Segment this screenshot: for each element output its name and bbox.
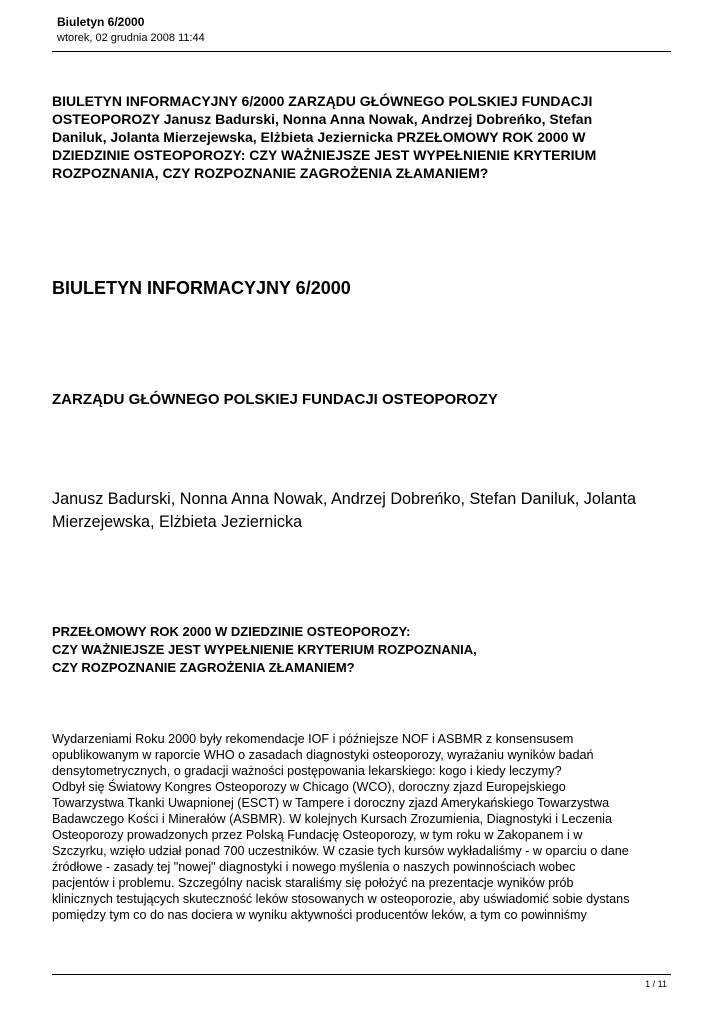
document-header-date: wtorek, 02 grudnia 2008 11:44 <box>57 32 205 44</box>
document-header-title: Biuletyn 6/2000 <box>57 15 145 29</box>
page-subtitle: ZARZĄDU GŁÓWNEGO POLSKIEJ FUNDACJI OSTEOPOROZY <box>52 391 498 408</box>
authors-list: Janusz Badurski, Nonna Anna Nowak, Andrzej Dobreńko, Stefan Daniluk, Jolanta Mierzejewska, Elżbieta Jeziernicka <box>52 490 636 531</box>
footer-divider <box>52 974 671 975</box>
page-title: BIULETYN INFORMACYJNY 6/2000 <box>52 278 351 298</box>
headline-block: BIULETYN INFORMACYJNY 6/2000 ZARZĄDU GŁÓWNEGO POLSKIEJ FUNDACJI OSTEOPOROZY Janusz Badurski, Nonna Anna Nowak, Andrzej Dobreńko, Stefan Daniluk, Jolanta Mierzejewska, Elżbieta Jeziernicka PRZEŁOMOWY ROK 2000 W DZIEDZINIE OSTEOPOROZY: CZY WAŻNIEJSZE JEST WYPEŁNIENIE KRYTERIUM ROZPOZNANIA, CZY ROZPOZNANIE ZAGROŻENIA ZŁAMANIEM? <box>52 93 597 181</box>
header-divider <box>52 51 671 52</box>
section-heading: PRZEŁOMOWY ROK 2000 W DZIEDZINIE OSTEOPOROZY: CZY WAŻNIEJSZE JEST WYPEŁNIENIE KRYTERIUM ROZPOZNANIA, CZY ROZPOZNANIE ZAGROŻENIA ZŁAMANIEM? <box>52 624 477 675</box>
page-number: 1 / 11 <box>645 979 667 989</box>
body-paragraph: Wydarzeniami Roku 2000 były rekomendacje IOF i późniejsze NOF i ASBMR z konsensusem opublikowanym w raporcie WHO o zasadach diagnostyki osteoporozy, wyrażaniu wyników badań densytometrycznych, o gradacji ważności postępowania lekarskiego: kogo i kiedy leczymy? Odbył się Światowy Kongres Osteoporozy w Chicago (WCO), doroczny zjazd Europejskiego Towarzystwa Tkanki Uwapnionej (ESCT) w Tampere i doroczny zjazd Amerykańskiego Towarzystwa Badawczego Kości i Minerałów (ASBMR). W kolejnych Kursach Zrozumienia, Diagnostyki i Leczenia Osteoporozy prowadzonych przez Polską Fundację Osteoporozy, w tym roku w Zakopanem i w Szczyrku, wzięło udział ponad 700 uczestników. W czasie tych kursów wykładaliśmy - w oparciu o dane źródłowe - zasady tej "nowej" diagnostyki i nowego myślenia o naszych powinnościach wobec pacjentów i problemu. Szczególny nacisk staraliśmy się położyć na prezentacje wyników prób klinicznych testujących skuteczność leków stosowanych w osteoporozie, aby uświadomić sobie dystans pomiędzy tym co do nas dociera w wyniku aktywności producentów leków, a tym co powinniśmy <box>52 732 630 922</box>
